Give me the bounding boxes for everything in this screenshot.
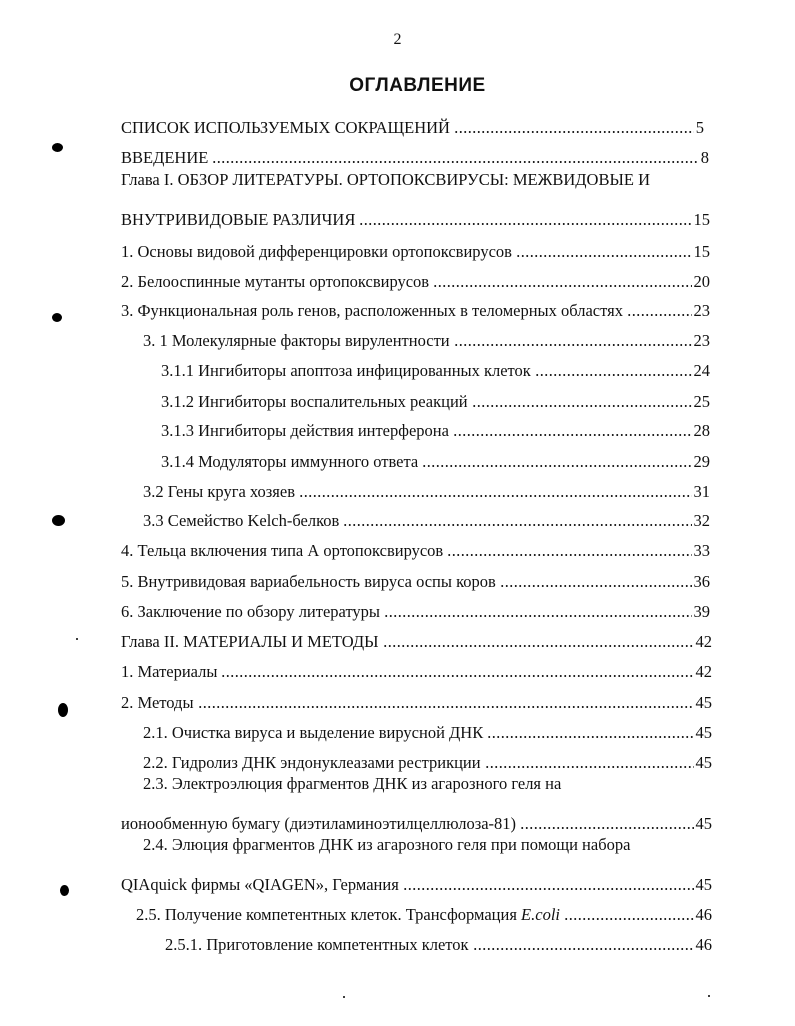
toc-entry[interactable] — [143, 472, 710, 502]
toc-entry-text: 5. Внутривидовая вариабельность вируса оспы коров — [121, 572, 496, 591]
dot-leader — [383, 644, 694, 648]
dot-leader — [221, 674, 693, 678]
toc-entry-text — [136, 905, 562, 925]
dot-leader — [520, 826, 693, 830]
toc-entry-text: 3.1.2 Ингибиторы воспалительных реакций — [161, 392, 468, 411]
toc-entry-text: 3.1.1 Ингибиторы апоптоза инфицированных клеток — [161, 361, 531, 380]
toc-entry-text: 2. Методы — [121, 693, 194, 712]
toc-entry-page: 23 — [693, 301, 710, 320]
toc-entry-text: 2.1. Очистка вируса и выделение вирусной ДНК — [143, 723, 484, 742]
scan-speck — [60, 885, 69, 896]
toc-entry-page: 25 — [693, 392, 710, 411]
toc-entry-heading[interactable] — [121, 170, 721, 200]
dot-leader — [535, 373, 692, 377]
toc-entry-text: 3.2 Гены круга хозяев — [143, 482, 296, 501]
toc-entry[interactable] — [121, 262, 710, 292]
toc-entry-page: 31 — [693, 482, 710, 501]
toc-entry-page: 29 — [693, 452, 710, 471]
toc-entry-page: 42 — [695, 662, 712, 681]
toc-entry-page: 46 — [695, 935, 712, 954]
toc-entry[interactable] — [161, 411, 710, 441]
dot-leader — [472, 404, 692, 408]
toc-entry[interactable] — [121, 683, 712, 713]
toc-entry-text: 4. Тельца включения типа А ортопоксвирусов — [121, 541, 444, 560]
dot-leader — [299, 494, 691, 498]
dot-leader — [384, 614, 691, 618]
toc-entry-page: 45 — [695, 875, 712, 894]
toc-entry-text: 2.5.1. Приготовление компетентных клеток — [165, 935, 469, 954]
toc-entry[interactable] — [121, 562, 710, 592]
toc-entry-page: 45 — [695, 723, 712, 742]
dot-leader — [359, 222, 691, 226]
toc-entry[interactable] — [121, 592, 710, 622]
toc-entry-text: QIAquick фирмы «QIAGEN», Германия — [121, 875, 399, 894]
toc-entry-page: 33 — [693, 541, 710, 560]
scan-speck — [52, 515, 65, 526]
scan-speck — [343, 996, 345, 998]
toc-entry-text-italic: E.coli — [521, 905, 560, 924]
dot-leader — [433, 284, 691, 288]
dot-leader — [564, 917, 694, 921]
toc-entry-text: ионообменную бумагу (диэтиламиноэтилцеллюлоза-81) — [121, 814, 517, 833]
toc-entry-text: 3.1.3 Ингибиторы действия интерферона — [161, 421, 449, 440]
dot-leader — [500, 584, 692, 588]
toc-entry[interactable] — [143, 321, 710, 351]
toc-entry-text: ВВЕДЕНИЕ — [121, 148, 209, 167]
toc-entry-page: 42 — [695, 632, 712, 651]
toc-entry[interactable] — [143, 501, 710, 531]
scan-speck — [76, 638, 78, 640]
toc-entry-page: 23 — [693, 331, 710, 350]
toc-entry-text: Глава II. МАТЕРИАЛЫ И МЕТОДЫ — [121, 632, 379, 651]
toc-entry-page: 15 — [693, 242, 710, 261]
toc-entry-heading[interactable] — [143, 835, 712, 865]
scan-speck — [708, 995, 710, 997]
toc-entry[interactable] — [121, 652, 712, 682]
toc-entry-page: 45 — [695, 693, 712, 712]
toc-entry[interactable] — [121, 531, 710, 561]
dot-leader — [198, 705, 694, 709]
toc-entry-text: 3. 1 Молекулярные факторы вирулентности — [143, 331, 450, 350]
toc-entry-page: 36 — [693, 572, 710, 591]
toc-entry[interactable] — [136, 895, 712, 925]
toc-entry-text: ВНУТРИВИДОВЫЕ РАЗЛИЧИЯ — [121, 210, 356, 229]
toc-entry-page: 32 — [693, 511, 710, 530]
dot-leader — [454, 343, 692, 347]
toc-entry[interactable] — [165, 925, 712, 955]
dot-leader — [422, 464, 691, 468]
toc-entry[interactable] — [121, 200, 710, 230]
dot-leader — [403, 887, 694, 891]
toc-entry-page: 46 — [695, 905, 712, 924]
toc-entry-page: 45 — [695, 814, 712, 833]
scan-speck — [58, 703, 68, 717]
toc-entry[interactable] — [121, 232, 710, 262]
dot-leader — [485, 765, 694, 769]
toc-entry-text: 3.1.4 Модуляторы иммунного ответа — [161, 452, 419, 471]
toc-entry-page: 28 — [693, 421, 710, 440]
page-number: 2 — [393, 31, 402, 48]
toc-entry-text: 2.2. Гидролиз ДНК эндонуклеазами рестрикции — [143, 753, 481, 772]
toc-entry-heading[interactable] — [143, 774, 712, 804]
toc-entry[interactable] — [143, 743, 712, 773]
dot-leader — [343, 523, 691, 527]
toc-entry-page: 5 — [695, 118, 704, 137]
toc-entry-text: Глава I. ОБЗОР ЛИТЕРАТУРЫ. ОРТОПОКСВИРУСЫ: МЕЖВИДОВЫЕ И — [121, 170, 650, 189]
toc-entry-text: 1. Основы видовой дифференцировки ортопоксвирусов — [121, 242, 512, 261]
toc-entry[interactable] — [161, 351, 710, 381]
toc-entry-text: 2.3. Электроэлюция фрагментов ДНК из агарозного геля на — [143, 774, 562, 793]
toc-entry-page: 24 — [693, 361, 710, 380]
toc-entry[interactable] — [161, 382, 710, 412]
toc-entry-text: 1. Материалы — [121, 662, 218, 681]
toc-entry[interactable] — [121, 804, 712, 834]
toc-entry-text: СПИСОК ИСПОЛЬЗУЕМЫХ СОКРАЩЕНИЙ — [121, 118, 450, 137]
scan-speck — [52, 313, 62, 322]
toc-entry-text: 3. Функциональная роль генов, расположенных в теломерных областях — [121, 301, 623, 320]
toc-entry[interactable] — [121, 138, 709, 168]
dot-leader — [473, 947, 694, 951]
scan-speck — [52, 143, 63, 152]
toc-entry[interactable] — [121, 108, 704, 138]
toc-entry-text: 3.3 Семейство Kelch-белков — [143, 511, 340, 530]
dot-leader — [447, 553, 691, 557]
dot-leader — [454, 130, 694, 134]
dot-leader — [212, 160, 698, 164]
toc-entry-page: 15 — [693, 210, 710, 229]
toc-entry-text: 2.4. Элюция фрагментов ДНК из агарозного геля при помощи набора — [143, 835, 631, 854]
toc-entry[interactable] — [121, 865, 712, 895]
toc-entry[interactable] — [121, 622, 712, 652]
toc-entry-page: 8 — [700, 148, 709, 167]
toc-entry[interactable] — [143, 713, 712, 743]
toc-entry-page: 45 — [695, 753, 712, 772]
toc-entry[interactable] — [161, 442, 710, 472]
dot-leader — [516, 254, 692, 258]
toc-entry-text: 6. Заключение по обзору литературы — [121, 602, 381, 621]
toc-entry-text: 2. Белооспинные мутанты ортопоксвирусов — [121, 272, 430, 291]
dot-leader — [627, 313, 692, 317]
toc-entry-page: 39 — [693, 602, 710, 621]
dot-leader — [453, 433, 692, 437]
dot-leader — [487, 735, 693, 739]
toc-entry-page: 20 — [693, 272, 710, 291]
toc-entry-text-main: 2.5. Получение компетентных клеток. Трансформация — [136, 905, 517, 924]
toc-entry[interactable] — [121, 291, 710, 321]
page-title: ОГЛАВЛЕНИЕ — [349, 75, 486, 96]
